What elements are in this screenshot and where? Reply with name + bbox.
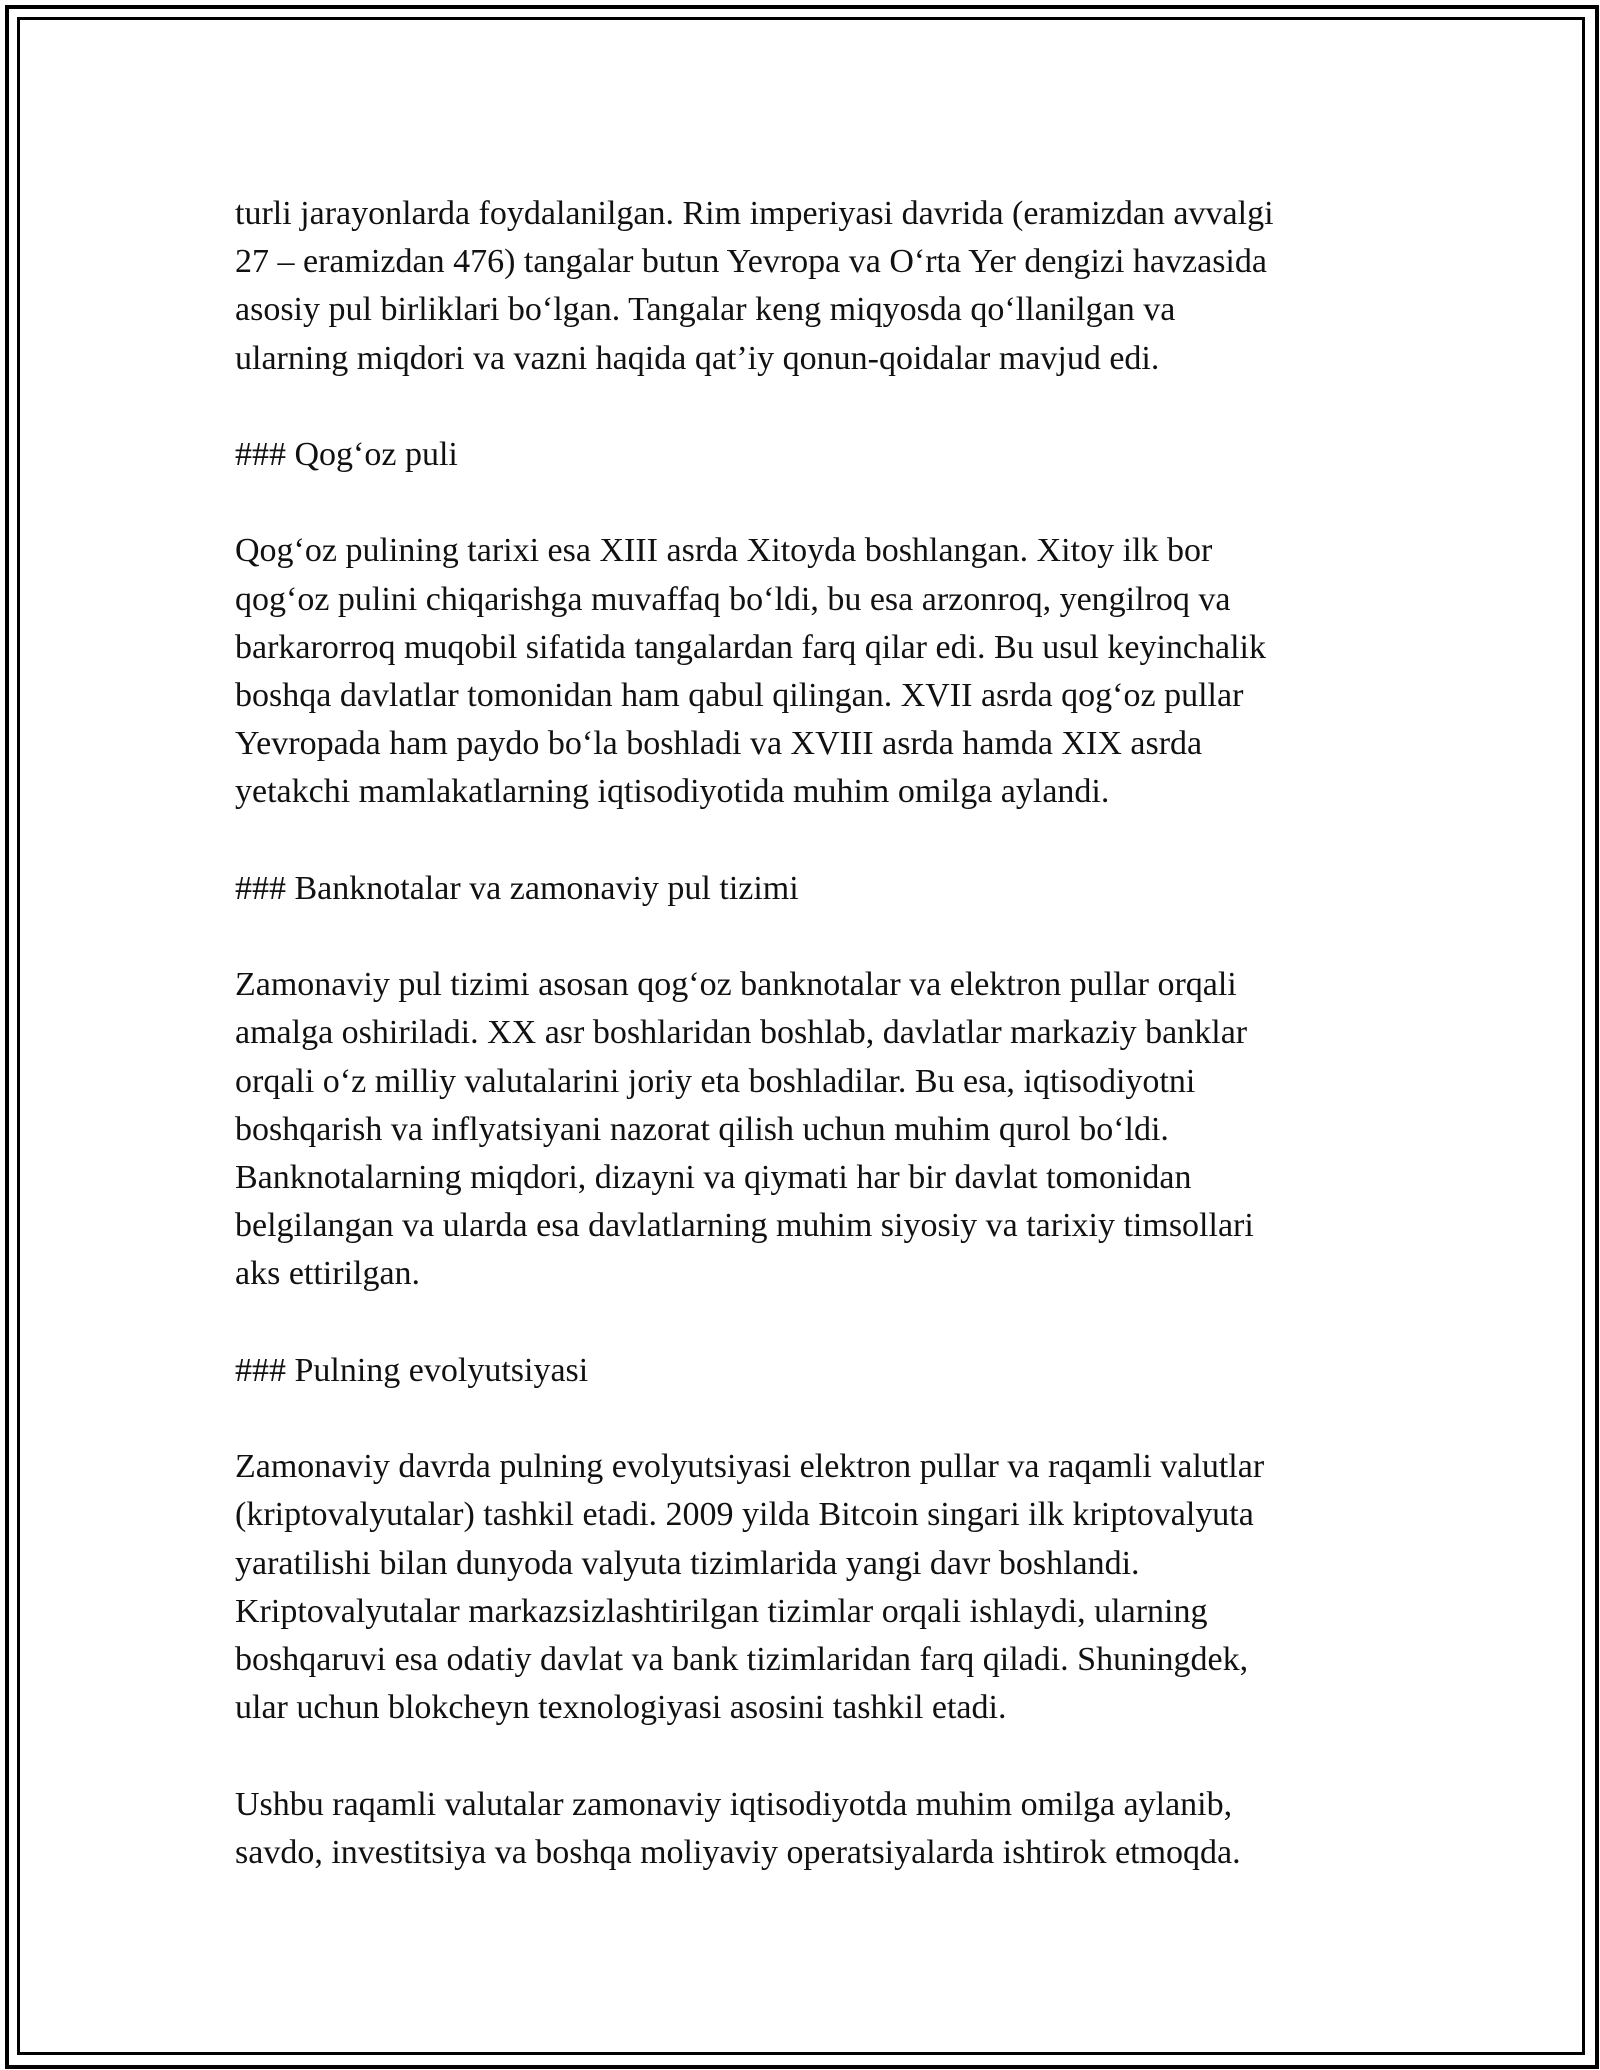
paragraph-raqamli-valutalar: Ushbu raqamli valutalar zamonaviy iqtisodiyotda muhim omilga aylanib, savdo, investitsiya va boshqa moliyaviy operatsiyalarda ishtirok etmoqda. — [235, 1785, 1241, 1871]
heading-qogoz-puli: ### Qog‘oz puli — [235, 436, 458, 473]
heading-pulning-evolyutsiyasi: ### Pulning evolyutsiyasi — [235, 1351, 589, 1389]
paragraph-banknotalar: Zamonaviy pul tizimi asosan qog‘oz banknotalar va elektron pullar orqali amalga oshiriladi. XX asr boshlaridan boshlab, davlatlar markaziy banklar orqali o‘z milliy valutalarini joriy eta boshladilar. Bu esa, iqtisodiyotni boshqarish va inflyatsiyani nazorat qilish uchun muhim qurol bo‘ldi. Banknotalarning miqdori, dizayni va qiymati har bir davlat tomonidan belgilangan va ularda esa davlatlarning muhim siyosiy va tarixiy timsollari aks ettirilgan. — [235, 966, 1254, 1293]
document-body — [235, 190, 1385, 1925]
paragraph-rim-tangalar: turli jarayonlarda foydalanilgan. Rim imperiyasi davrida (eramizdan avvalgi 27 – eramizdan 476) tangalar butun Yevropa va O‘rta Yer dengizi havzasida asosiy pul birliklari bo‘lgan. Tangalar keng miqyosda qo‘llanilgan va ularning miqdori va vazni haqida qat’iy qonun-qoidalar mavjud edi. — [235, 195, 1274, 377]
paragraph-qogoz-puli: Qog‘oz pulining tarixi esa XIII asrda Xitoyda boshlangan. Xitoy ilk bor qog‘oz pulini chiqarishga muvaffaq bo‘ldi, bu esa arzonroq, yengilroq va barkarorroq muqobil sifatida tangalardan farq qilar edi. Bu usul keyinchalik boshqa davlatlar tomonidan ham qabul qilingan. XVII asrda qog‘oz pullar Yevropada ham paydo bo‘la boshladi va XVIII asrda hamda XIX asrda yetakchi mamlakatlarning iqtisodiyotida muhim omilga aylandi. — [235, 532, 1267, 811]
heading-banknotalar: ### Banknotalar va zamonaviy pul tizimi — [235, 869, 799, 907]
paragraph-evolyutsiya: Zamonaviy davrda pulning evolyutsiyasi elektron pullar va raqamli valutlar (kriptovalyutalar) tashkil etadi. 2009 yilda Bitcoin singari ilk kriptovalyuta yaratilishi bilan dunyoda valyuta tizimlarida yangi davr boshlandi. Kriptovalyutalar markazsizlashtirilgan tizimlar orqali ishlaydi, ularning boshqaruvi esa odatiy davlat va bank tizimlaridan farq qiladi. Shuningdek, ular uchun blokcheyn texnologiyasi asosini tashkil etadi. — [235, 1448, 1265, 1727]
